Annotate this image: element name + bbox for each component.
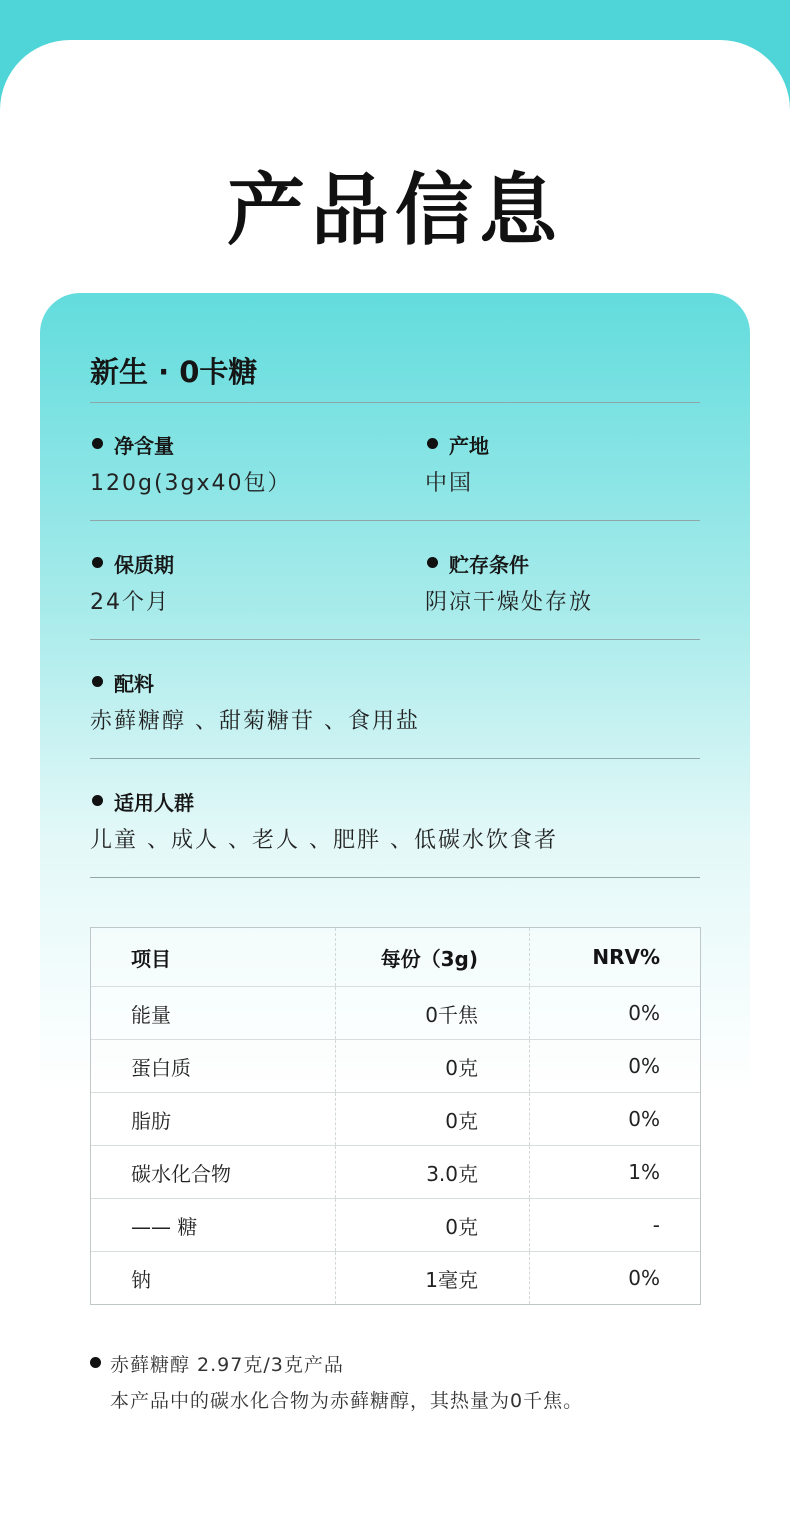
table-cell: —— 糖	[91, 1199, 336, 1251]
table-cell: 蛋白质	[91, 1040, 336, 1092]
info-label-shelf-life: 保质期	[90, 549, 174, 578]
table-cell: 0%	[628, 1107, 660, 1131]
divider	[90, 877, 700, 878]
info-value-shelf-life: 24个月	[90, 590, 170, 615]
table-row	[91, 1092, 700, 1145]
table-cell: 0克	[336, 1199, 530, 1251]
table-row	[91, 1198, 700, 1251]
info-label-origin: 产地	[425, 430, 489, 459]
table-cell: 能量	[91, 987, 336, 1039]
note-line-2: 本产品中的碳水化合物为赤藓糖醇，其热量为0千焦。	[110, 1390, 584, 1412]
table-header-per-serving: 每份（3g)	[336, 928, 530, 986]
table-row	[91, 1145, 700, 1198]
info-value-origin: 中国	[425, 471, 474, 496]
table-row	[91, 1039, 700, 1092]
table-cell: 脂肪	[91, 1093, 336, 1145]
bullet-icon	[92, 557, 103, 568]
divider	[90, 520, 700, 521]
table-cell: 1%	[628, 1160, 660, 1184]
product-name: 新生 · 0卡糖	[90, 355, 258, 389]
bullet-icon	[427, 557, 438, 568]
table-cell: 碳水化合物	[91, 1146, 336, 1198]
table-cell: 0%	[628, 1054, 660, 1078]
nutrition-table	[90, 927, 701, 1305]
table-row	[91, 986, 700, 1039]
divider	[90, 758, 700, 759]
table-header-row	[91, 928, 700, 986]
bullet-icon	[92, 676, 103, 687]
bullet-icon	[90, 1357, 101, 1368]
page-title: 产品信息	[226, 166, 563, 256]
info-label-net-content: 净含量	[90, 430, 174, 459]
info-label-ingredients: 配料	[90, 668, 154, 697]
info-value-ingredients: 赤藓糖醇 、甜菊糖苷 、食用盐	[90, 709, 420, 734]
bullet-icon	[427, 438, 438, 449]
table-header-nrv: NRV%	[592, 945, 660, 969]
table-cell: 3.0克	[336, 1146, 530, 1198]
table-cell: 0克	[336, 1093, 530, 1145]
info-label-audience: 适用人群	[90, 787, 194, 816]
table-cell: 0克	[336, 1040, 530, 1092]
table-cell: -	[652, 1213, 660, 1237]
table-cell: 0千焦	[336, 987, 530, 1039]
table-cell: 0%	[628, 1001, 660, 1025]
divider	[90, 639, 700, 640]
info-label-storage: 贮存条件	[425, 549, 529, 578]
table-row	[91, 1251, 700, 1304]
divider	[90, 402, 700, 403]
note-line-1: 赤藓糖醇 2.97克/3克产品	[110, 1354, 344, 1376]
bullet-icon	[92, 795, 103, 806]
table-cell: 1毫克	[336, 1252, 530, 1304]
table-cell: 0%	[628, 1266, 660, 1290]
info-value-audience: 儿童 、成人 、老人 、肥胖 、低碳水饮食者	[90, 828, 558, 853]
table-header-item: 项目	[91, 928, 336, 986]
table-cell: 钠	[91, 1252, 336, 1304]
info-value-storage: 阴凉干燥处存放	[425, 590, 594, 615]
bullet-icon	[92, 438, 103, 449]
info-value-net-content: 120g(3gx40包）	[90, 471, 292, 496]
